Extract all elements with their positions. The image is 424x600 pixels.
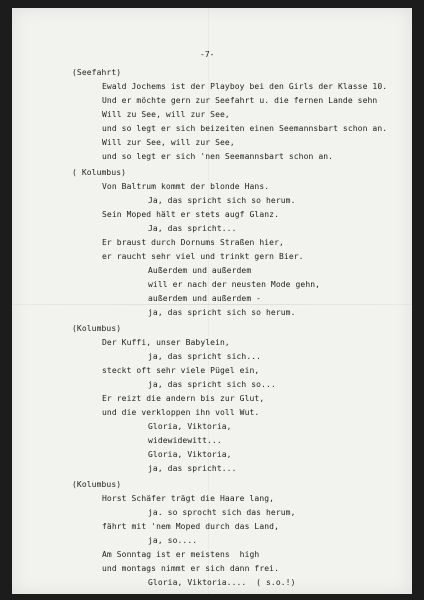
text-line: Der Kuffi, unser Babylein, xyxy=(102,338,230,347)
text-line: Von Baltrum kommt der blonde Hans. xyxy=(102,182,270,191)
text-line: Ewald Jochems ist der Playboy bei den Girls der Klasse 10. xyxy=(102,82,388,91)
text-line: ja, so.... xyxy=(148,536,198,545)
text-line: Gloria, Viktoria, xyxy=(148,450,232,459)
text-line: außerdem und außerdem - xyxy=(148,294,262,303)
text-line: Er braust durch Dornums Straßen hier, xyxy=(102,238,284,247)
text-line: Horst Schäfer trägt die Haare lang, xyxy=(102,494,275,503)
text-line: ja, das spricht sich so... xyxy=(148,380,276,389)
text-line: widewidewitt... xyxy=(148,436,222,445)
text-line: und die verkloppen ihn voll Wut. xyxy=(102,408,260,417)
section-label: ( Kolumbus) xyxy=(72,168,127,177)
document-page xyxy=(12,8,412,594)
page-number: -7- xyxy=(200,50,215,59)
text-line: Und er möchte gern zur Seefahrt u. die fernen Lande sehn xyxy=(102,96,378,105)
text-line: Sein Moped hält er stets augf Glanz. xyxy=(102,210,279,219)
text-line: fährt mit 'nem Moped durch das Land, xyxy=(102,522,279,531)
text-line: Außerdem und außerdem xyxy=(148,266,252,275)
text-line: Gloria, Viktoria, xyxy=(148,422,232,431)
section-label: (Seefahrt) xyxy=(72,68,122,77)
text-line: und montags nimmt er sich dann frei. xyxy=(102,564,279,573)
text-line: ja, das spricht... xyxy=(148,464,237,473)
text-line: Will zu See, will zur See, xyxy=(102,110,230,119)
text-line: Am Sonntag ist er meistens high xyxy=(102,550,260,559)
text-line: Er reizt die andern bis zur Glut, xyxy=(102,394,265,403)
section-label: (Kolumbus) xyxy=(72,480,122,489)
text-line: ja. so sprocht sich das herum, xyxy=(148,508,296,517)
section-label: (Kolumbus) xyxy=(72,324,122,333)
text-line: ja, das spricht sich so herum. xyxy=(148,308,296,317)
text-line: er raucht sehr viel und trinkt gern Bier. xyxy=(102,252,304,261)
text-line: Gloria, Viktoria.... ( s.o.!) xyxy=(148,578,296,587)
paper-fold xyxy=(12,304,412,305)
text-line: Ja, das spricht... xyxy=(148,224,237,233)
text-line: steckt oft sehr viele Pügel ein, xyxy=(102,366,260,375)
text-line: Will zur See, will zur See, xyxy=(102,138,235,147)
text-line: Ja, das spricht sich so herum. xyxy=(148,196,296,205)
text-line: will er nach der neusten Mode gehn, xyxy=(148,280,321,289)
text-line: und so legt er sich beizeiten einen Seemannsbart schon an. xyxy=(102,124,388,133)
text-line: ja, das spricht sich... xyxy=(148,352,262,361)
text-line: und so legt er sich 'nen Seemannsbart schon an. xyxy=(102,152,334,161)
